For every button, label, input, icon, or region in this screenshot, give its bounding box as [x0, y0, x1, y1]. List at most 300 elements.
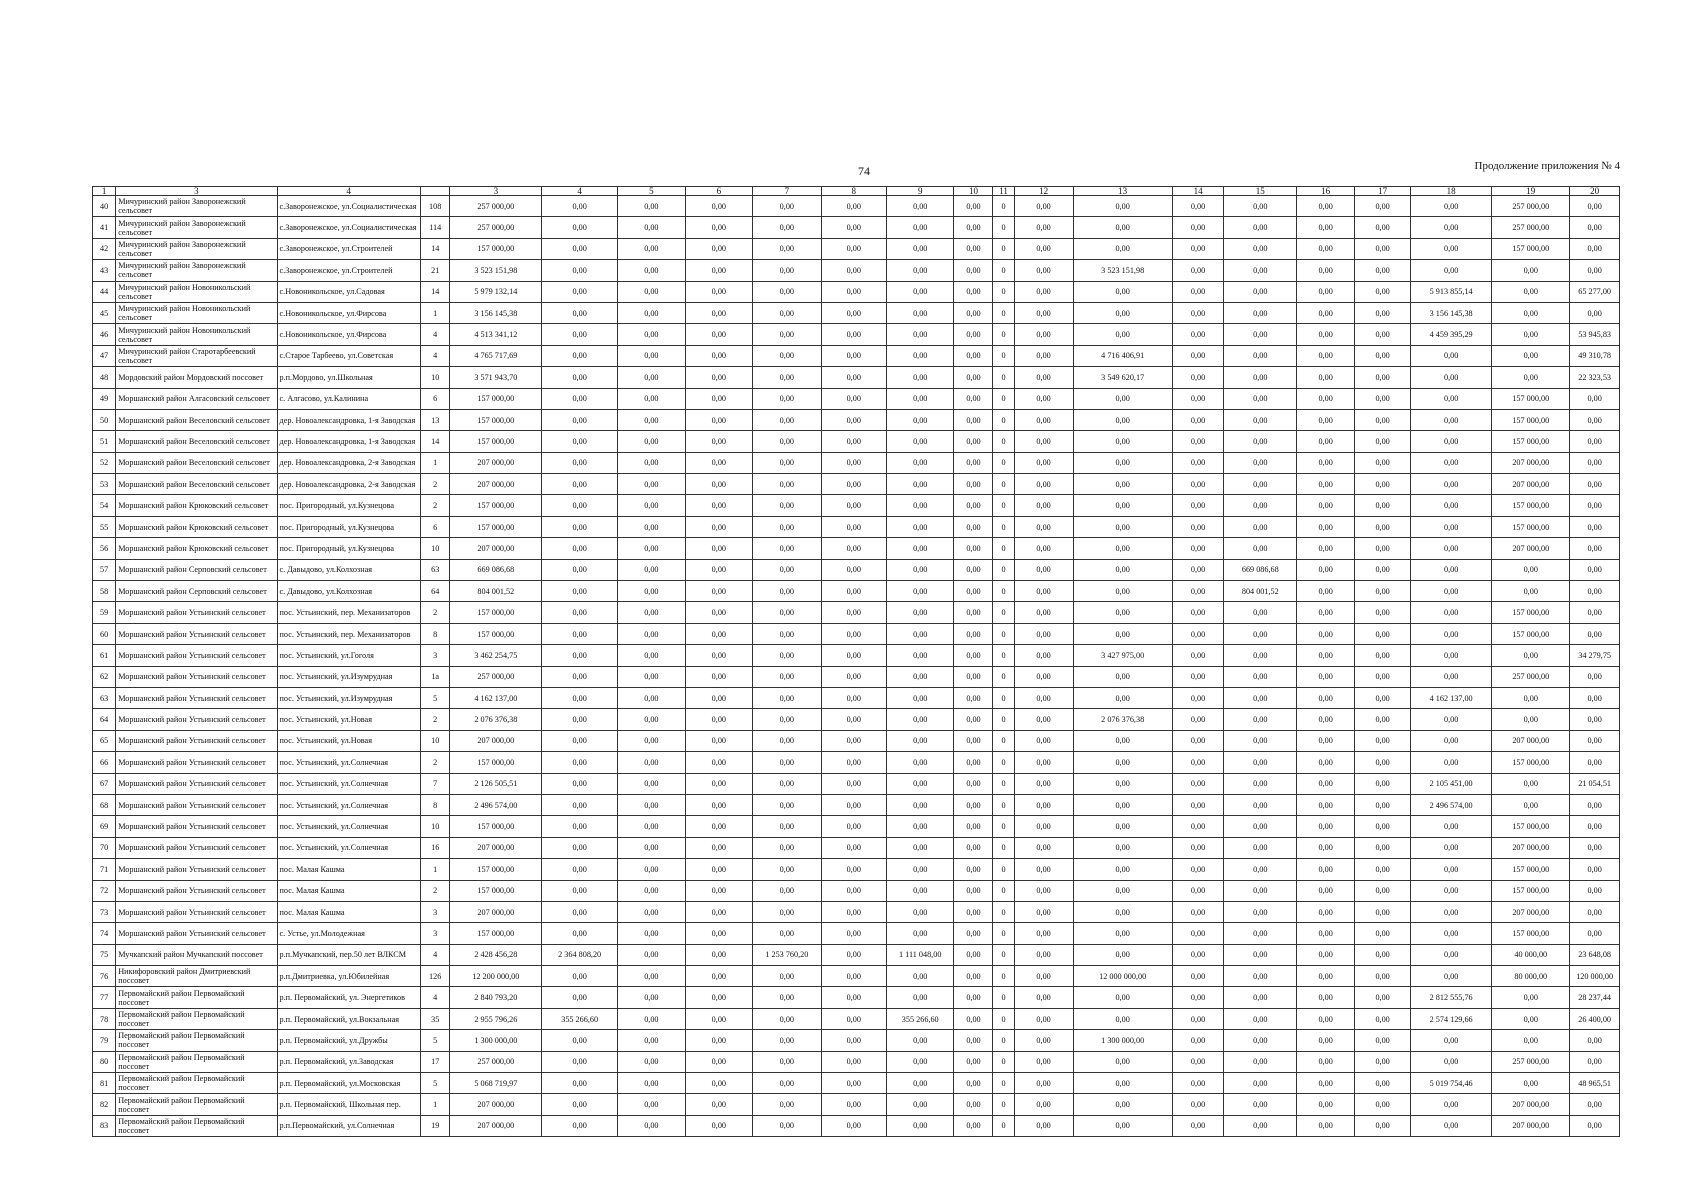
value-cell: 0,00 — [1570, 666, 1620, 687]
house-number-cell: 10 — [420, 816, 450, 837]
value-cell: 207 000,00 — [1492, 474, 1570, 495]
house-number-cell: 4 — [420, 944, 450, 965]
value-cell: 0,00 — [1172, 944, 1224, 965]
value-cell: 0,00 — [1570, 495, 1620, 516]
value-cell: 3 549 620,17 — [1073, 367, 1172, 388]
value-cell: 0,00 — [1224, 1030, 1297, 1051]
value-cell: 0,00 — [685, 302, 752, 323]
value-cell: 22 323,53 — [1570, 367, 1620, 388]
address-cell: с.Новоникольское, ул.Садовая — [277, 281, 420, 302]
value-cell: 0,00 — [954, 474, 993, 495]
value-cell: 0,00 — [1014, 816, 1073, 837]
value-cell: 0 — [993, 687, 1014, 708]
address-cell: р.п.Первомайский, ул.Солнечная — [277, 1115, 420, 1136]
value-cell: 0,00 — [542, 559, 618, 580]
value-cell: 0,00 — [1172, 773, 1224, 794]
value-cell: 0,00 — [753, 816, 822, 837]
value-cell: 0,00 — [1570, 260, 1620, 281]
value-cell: 0,00 — [1355, 901, 1411, 922]
row-number-cell: 51 — [93, 431, 116, 452]
value-cell: 0,00 — [753, 367, 822, 388]
value-cell: 0,00 — [1297, 966, 1355, 987]
value-cell: 0,00 — [618, 452, 685, 473]
value-cell: 0,00 — [1073, 623, 1172, 644]
value-cell: 0,00 — [954, 1115, 993, 1136]
table-row — [93, 623, 1620, 644]
municipality-cell: Моршанский район Устьинский сельсовет — [116, 623, 277, 644]
value-cell: 0,00 — [753, 880, 822, 901]
value-cell: 0,00 — [1297, 752, 1355, 773]
value-cell: 0,00 — [753, 324, 822, 345]
value-cell: 0,00 — [1570, 730, 1620, 751]
table-row — [93, 538, 1620, 559]
value-cell: 0 — [993, 345, 1014, 366]
value-cell: 0,00 — [1492, 559, 1570, 580]
row-number-cell: 74 — [93, 923, 116, 944]
row-number-cell: 54 — [93, 495, 116, 516]
value-cell: 0,00 — [1224, 623, 1297, 644]
value-cell: 0,00 — [753, 1073, 822, 1094]
row-number-cell: 65 — [93, 730, 116, 751]
header-row — [93, 187, 1620, 196]
value-cell: 0,00 — [618, 388, 685, 409]
value-cell: 0,00 — [821, 281, 886, 302]
municipality-cell: Моршанский район Веселовский сельсовет — [116, 431, 277, 452]
value-cell: 0,00 — [685, 687, 752, 708]
value-cell: 0,00 — [1492, 324, 1570, 345]
value-cell: 257 000,00 — [450, 196, 542, 217]
value-cell: 0,00 — [954, 409, 993, 430]
value-cell: 0,00 — [618, 816, 685, 837]
value-cell: 0 — [993, 987, 1014, 1008]
value-cell: 0,00 — [753, 581, 822, 602]
address-cell: пос. Пригородный, ул.Кузнецова — [277, 516, 420, 537]
table-row — [93, 837, 1620, 858]
value-cell: 0,00 — [542, 345, 618, 366]
house-number-cell: 16 — [420, 837, 450, 858]
value-cell: 0,00 — [1570, 217, 1620, 238]
value-cell: 0,00 — [954, 923, 993, 944]
table-row — [93, 431, 1620, 452]
value-cell: 0,00 — [1172, 409, 1224, 430]
value-cell: 0,00 — [1014, 752, 1073, 773]
value-cell: 0,00 — [1014, 859, 1073, 880]
value-cell: 0,00 — [1570, 516, 1620, 537]
value-cell: 0,00 — [685, 1115, 752, 1136]
value-cell: 0,00 — [821, 645, 886, 666]
value-cell: 0,00 — [1411, 260, 1492, 281]
value-cell: 0,00 — [1492, 687, 1570, 708]
value-cell: 0,00 — [1172, 388, 1224, 409]
value-cell: 0,00 — [821, 687, 886, 708]
value-cell: 0,00 — [1172, 709, 1224, 730]
value-cell: 0,00 — [821, 345, 886, 366]
value-cell: 48 965,51 — [1570, 1073, 1620, 1094]
value-cell: 157 000,00 — [1492, 816, 1570, 837]
municipality-cell: Моршанский район Веселовский сельсовет — [116, 474, 277, 495]
value-cell: 0,00 — [1224, 388, 1297, 409]
table-row — [93, 324, 1620, 345]
value-cell: 0,00 — [542, 923, 618, 944]
value-cell: 207 000,00 — [1492, 1094, 1570, 1115]
value-cell: 0,00 — [618, 260, 685, 281]
value-cell: 0,00 — [1172, 1115, 1224, 1136]
value-cell: 0,00 — [753, 409, 822, 430]
value-cell: 0,00 — [1172, 495, 1224, 516]
value-cell: 0,00 — [1014, 324, 1073, 345]
value-cell: 157 000,00 — [1492, 752, 1570, 773]
value-cell: 0,00 — [542, 602, 618, 623]
value-cell: 0,00 — [1411, 431, 1492, 452]
house-number-cell: 19 — [420, 1115, 450, 1136]
value-cell: 0,00 — [618, 987, 685, 1008]
house-number-cell: 14 — [420, 238, 450, 259]
value-cell: 0,00 — [1073, 794, 1172, 815]
value-cell: 0,00 — [1411, 217, 1492, 238]
table-row — [93, 1115, 1620, 1136]
value-cell: 0,00 — [1297, 196, 1355, 217]
header-cell — [420, 187, 450, 196]
value-cell: 0,00 — [1172, 752, 1224, 773]
value-cell: 257 000,00 — [450, 666, 542, 687]
value-cell: 0,00 — [542, 709, 618, 730]
value-cell: 0,00 — [685, 345, 752, 366]
value-cell: 0,00 — [954, 602, 993, 623]
value-cell: 0,00 — [1224, 1008, 1297, 1029]
table-row — [93, 1030, 1620, 1051]
value-cell: 257 000,00 — [1492, 196, 1570, 217]
value-cell: 0,00 — [542, 966, 618, 987]
value-cell: 0,00 — [753, 794, 822, 815]
value-cell: 0,00 — [618, 238, 685, 259]
value-cell: 0 — [993, 901, 1014, 922]
value-cell: 0,00 — [1014, 345, 1073, 366]
value-cell: 0,00 — [886, 1094, 953, 1115]
value-cell: 0,00 — [618, 217, 685, 238]
value-cell: 0,00 — [753, 1051, 822, 1072]
value-cell: 157 000,00 — [1492, 409, 1570, 430]
value-cell: 0,00 — [954, 944, 993, 965]
value-cell: 0,00 — [1172, 1094, 1224, 1115]
value-cell: 0,00 — [886, 495, 953, 516]
value-cell: 0,00 — [1355, 666, 1411, 687]
value-cell: 0,00 — [1297, 388, 1355, 409]
value-cell: 0,00 — [886, 752, 953, 773]
value-cell: 0,00 — [1570, 431, 1620, 452]
row-number-cell: 81 — [93, 1073, 116, 1094]
value-cell: 0,00 — [1224, 602, 1297, 623]
house-number-cell: 2 — [420, 474, 450, 495]
value-cell: 23 648,08 — [1570, 944, 1620, 965]
value-cell: 4 162 137,00 — [450, 687, 542, 708]
value-cell: 0,00 — [821, 388, 886, 409]
municipality-cell: Первомайский район Первомайский поссовет — [116, 1008, 277, 1029]
value-cell: 0,00 — [753, 281, 822, 302]
row-number-cell: 62 — [93, 666, 116, 687]
value-cell: 0,00 — [1355, 281, 1411, 302]
value-cell: 0,00 — [1014, 730, 1073, 751]
value-cell: 0,00 — [618, 281, 685, 302]
value-cell: 0,00 — [1570, 302, 1620, 323]
value-cell: 0,00 — [1570, 623, 1620, 644]
value-cell: 0,00 — [954, 752, 993, 773]
value-cell: 207 000,00 — [450, 452, 542, 473]
row-number-cell: 49 — [93, 388, 116, 409]
value-cell: 0,00 — [1411, 859, 1492, 880]
value-cell: 0,00 — [618, 324, 685, 345]
value-cell: 0,00 — [1014, 923, 1073, 944]
value-cell: 0,00 — [618, 859, 685, 880]
value-cell: 0,00 — [1172, 431, 1224, 452]
value-cell: 0,00 — [821, 837, 886, 858]
value-cell: 0,00 — [1014, 538, 1073, 559]
value-cell: 0,00 — [1411, 1115, 1492, 1136]
value-cell: 0,00 — [685, 709, 752, 730]
municipality-cell: Мичуринский район Новоникольский сельсовет — [116, 302, 277, 323]
value-cell: 0,00 — [886, 431, 953, 452]
value-cell: 0,00 — [1355, 602, 1411, 623]
value-cell: 1 253 760,20 — [753, 944, 822, 965]
address-cell: р.п. Первомайский, ул. Энергетиков — [277, 987, 420, 1008]
value-cell: 0,00 — [1297, 923, 1355, 944]
value-cell: 0,00 — [1411, 238, 1492, 259]
value-cell: 0,00 — [753, 623, 822, 644]
row-number-cell: 44 — [93, 281, 116, 302]
value-cell: 12 000 000,00 — [1073, 966, 1172, 987]
value-cell: 0,00 — [1172, 730, 1224, 751]
value-cell: 2 364 808,20 — [542, 944, 618, 965]
value-cell: 0,00 — [1172, 923, 1224, 944]
value-cell: 0,00 — [1073, 495, 1172, 516]
value-cell: 40 000,00 — [1492, 944, 1570, 965]
value-cell: 0,00 — [753, 837, 822, 858]
table-row — [93, 816, 1620, 837]
value-cell: 0,00 — [542, 217, 618, 238]
value-cell: 0,00 — [954, 880, 993, 901]
header-cell: 15 — [1224, 187, 1297, 196]
value-cell: 0 — [993, 1115, 1014, 1136]
value-cell: 0,00 — [1014, 944, 1073, 965]
value-cell: 0,00 — [685, 816, 752, 837]
value-cell: 0,00 — [542, 1030, 618, 1051]
value-cell: 0 — [993, 1051, 1014, 1072]
value-cell: 0,00 — [685, 281, 752, 302]
value-cell: 0,00 — [1297, 302, 1355, 323]
value-cell: 157 000,00 — [1492, 516, 1570, 537]
value-cell: 0,00 — [821, 1094, 886, 1115]
value-cell: 0 — [993, 260, 1014, 281]
value-cell: 3 427 975,00 — [1073, 645, 1172, 666]
value-cell: 0,00 — [542, 1094, 618, 1115]
value-cell: 0,00 — [1570, 1115, 1620, 1136]
value-cell: 0,00 — [618, 345, 685, 366]
value-cell: 0,00 — [542, 260, 618, 281]
value-cell: 0,00 — [1224, 1051, 1297, 1072]
house-number-cell: 7 — [420, 773, 450, 794]
value-cell: 0,00 — [1355, 538, 1411, 559]
value-cell: 0,00 — [886, 1051, 953, 1072]
value-cell: 0 — [993, 923, 1014, 944]
value-cell: 0,00 — [1411, 1030, 1492, 1051]
value-cell: 0,00 — [821, 452, 886, 473]
header-cell: 10 — [954, 187, 993, 196]
value-cell: 0,00 — [685, 238, 752, 259]
value-cell: 0,00 — [685, 452, 752, 473]
address-cell: р.п. Первомайский, ул.Вокзальная — [277, 1008, 420, 1029]
value-cell: 0,00 — [821, 324, 886, 345]
value-cell: 0,00 — [542, 730, 618, 751]
value-cell: 0 — [993, 794, 1014, 815]
value-cell: 0,00 — [1014, 773, 1073, 794]
value-cell: 0,00 — [1224, 966, 1297, 987]
value-cell: 0,00 — [1172, 196, 1224, 217]
value-cell: 0,00 — [886, 474, 953, 495]
value-cell: 0,00 — [954, 645, 993, 666]
table-row — [93, 474, 1620, 495]
value-cell: 0,00 — [1073, 302, 1172, 323]
value-cell: 0,00 — [1411, 730, 1492, 751]
address-cell: с.Старое Тарбеево, ул.Советская — [277, 345, 420, 366]
value-cell: 0,00 — [618, 687, 685, 708]
value-cell: 2 076 376,38 — [450, 709, 542, 730]
value-cell: 0,00 — [1355, 1094, 1411, 1115]
value-cell: 0,00 — [1014, 623, 1073, 644]
value-cell: 0,00 — [1355, 773, 1411, 794]
value-cell: 0,00 — [685, 559, 752, 580]
value-cell: 0,00 — [1297, 559, 1355, 580]
value-cell: 0,00 — [753, 302, 822, 323]
value-cell: 0,00 — [1172, 538, 1224, 559]
value-cell: 0,00 — [886, 880, 953, 901]
value-cell: 0,00 — [1172, 645, 1224, 666]
value-cell: 0,00 — [685, 966, 752, 987]
municipality-cell: Моршанский район Крюковский сельсовет — [116, 538, 277, 559]
value-cell: 0,00 — [1411, 581, 1492, 602]
value-cell: 0,00 — [1297, 709, 1355, 730]
data-table — [92, 186, 1620, 1137]
value-cell: 0,00 — [542, 666, 618, 687]
row-number-cell: 58 — [93, 581, 116, 602]
value-cell: 0,00 — [1297, 581, 1355, 602]
house-number-cell: 8 — [420, 794, 450, 815]
value-cell: 0,00 — [542, 367, 618, 388]
value-cell: 0,00 — [542, 452, 618, 473]
house-number-cell: 14 — [420, 431, 450, 452]
value-cell: 0,00 — [685, 538, 752, 559]
table-row — [93, 1051, 1620, 1072]
value-cell: 157 000,00 — [450, 431, 542, 452]
value-cell: 0,00 — [821, 409, 886, 430]
value-cell: 157 000,00 — [1492, 859, 1570, 880]
value-cell: 0,00 — [542, 752, 618, 773]
value-cell: 0,00 — [753, 687, 822, 708]
address-cell: с.Заворонежское, ул.Социалистическая — [277, 217, 420, 238]
value-cell: 0,00 — [1411, 944, 1492, 965]
value-cell: 0,00 — [1492, 645, 1570, 666]
value-cell: 0 — [993, 752, 1014, 773]
header-cell: 5 — [618, 187, 685, 196]
value-cell: 157 000,00 — [1492, 880, 1570, 901]
municipality-cell: Моршанский район Устьинский сельсовет — [116, 752, 277, 773]
table-row — [93, 345, 1620, 366]
value-cell: 0,00 — [1224, 196, 1297, 217]
value-cell: 4 765 717,69 — [450, 345, 542, 366]
value-cell: 0,00 — [1073, 880, 1172, 901]
value-cell: 0,00 — [821, 516, 886, 537]
address-cell: пос. Малая Кашма — [277, 901, 420, 922]
municipality-cell: Моршанский район Устьинский сельсовет — [116, 730, 277, 751]
address-cell: дер. Новоалександровка, 2-я Заводская — [277, 474, 420, 495]
value-cell: 0,00 — [542, 474, 618, 495]
row-number-cell: 83 — [93, 1115, 116, 1136]
value-cell: 0,00 — [1172, 581, 1224, 602]
value-cell: 0 — [993, 730, 1014, 751]
value-cell: 0,00 — [1073, 923, 1172, 944]
value-cell: 207 000,00 — [450, 730, 542, 751]
value-cell: 0,00 — [886, 966, 953, 987]
row-number-cell: 78 — [93, 1008, 116, 1029]
value-cell: 0,00 — [954, 666, 993, 687]
value-cell: 0,00 — [1172, 260, 1224, 281]
value-cell: 0,00 — [1570, 901, 1620, 922]
value-cell: 0 — [993, 966, 1014, 987]
value-cell: 0,00 — [1570, 752, 1620, 773]
value-cell: 5 019 754,46 — [1411, 1073, 1492, 1094]
value-cell: 0,00 — [685, 367, 752, 388]
value-cell: 0,00 — [1297, 516, 1355, 537]
value-cell: 0,00 — [1355, 837, 1411, 858]
value-cell: 0,00 — [753, 966, 822, 987]
value-cell: 0,00 — [821, 794, 886, 815]
value-cell: 2 812 555,76 — [1411, 987, 1492, 1008]
value-cell: 0,00 — [753, 773, 822, 794]
value-cell: 0,00 — [1073, 281, 1172, 302]
house-number-cell: 4 — [420, 324, 450, 345]
value-cell: 0,00 — [1073, 538, 1172, 559]
municipality-cell: Моршанский район Устьинский сельсовет — [116, 602, 277, 623]
address-cell: пос. Устьинский, ул.Новая — [277, 709, 420, 730]
value-cell: 0,00 — [1224, 474, 1297, 495]
value-cell: 0,00 — [886, 816, 953, 837]
value-cell: 0,00 — [1014, 666, 1073, 687]
value-cell: 2 574 129,66 — [1411, 1008, 1492, 1029]
house-number-cell: 1 — [420, 302, 450, 323]
table-row — [93, 559, 1620, 580]
row-number-cell: 73 — [93, 901, 116, 922]
value-cell: 0,00 — [821, 1115, 886, 1136]
value-cell: 0,00 — [1172, 623, 1224, 644]
value-cell: 0,00 — [1297, 944, 1355, 965]
value-cell: 0,00 — [618, 645, 685, 666]
value-cell: 0 — [993, 495, 1014, 516]
value-cell: 0,00 — [1297, 623, 1355, 644]
value-cell: 157 000,00 — [450, 623, 542, 644]
value-cell: 0,00 — [1355, 1115, 1411, 1136]
value-cell: 0,00 — [821, 880, 886, 901]
value-cell: 0,00 — [1172, 324, 1224, 345]
house-number-cell: 8 — [420, 623, 450, 644]
address-cell: с.Заворонежское, ул.Строителей — [277, 238, 420, 259]
house-number-cell: 63 — [420, 559, 450, 580]
table-row — [93, 367, 1620, 388]
value-cell: 0,00 — [1297, 217, 1355, 238]
address-cell: с. Давыдово, ул.Колхозная — [277, 559, 420, 580]
value-cell: 0,00 — [1355, 260, 1411, 281]
value-cell: 0,00 — [753, 516, 822, 537]
value-cell: 0,00 — [954, 816, 993, 837]
address-cell: пос. Устьинский, ул.Изумрудная — [277, 666, 420, 687]
value-cell: 0,00 — [1355, 1073, 1411, 1094]
